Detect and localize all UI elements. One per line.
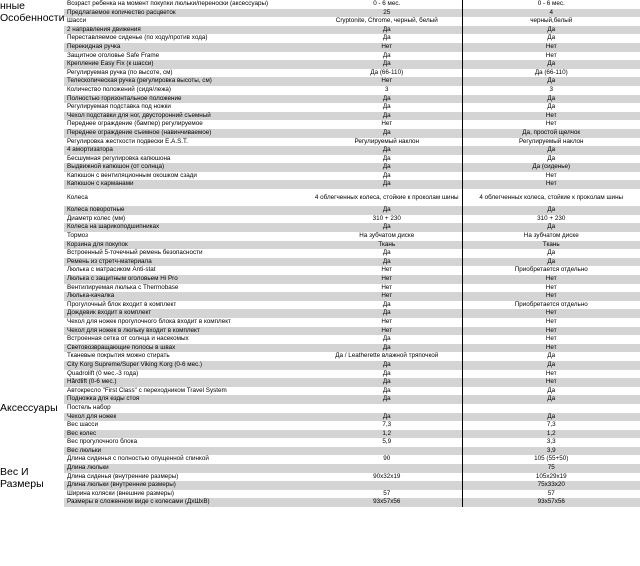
model-a-value-cell: Нет (312, 43, 462, 52)
table-row (64, 232, 640, 241)
feature-name-cell: Подножка для езды стоя (64, 395, 312, 404)
model-a-value-cell: Нет (381, 317, 393, 325)
model-b-value-cell: Нет (462, 344, 640, 353)
model-b-value-cell: 105х29х19 (462, 473, 640, 482)
table-row (64, 95, 640, 104)
model-a-value-cell: Нет (312, 327, 462, 336)
model-a-value-cell: Да (312, 180, 462, 189)
table-row (64, 473, 640, 482)
table-row (64, 26, 640, 35)
model-a-value-cell: 57 (383, 489, 391, 497)
feature-name-cell: Колеса поворотные (64, 206, 312, 215)
model-a-value-cell: Да (382, 369, 391, 377)
model-a-value-cell: Да (312, 112, 462, 121)
feature-name-cell: 4 амортизатора (64, 146, 312, 155)
table-row (64, 309, 640, 318)
model-a-value-cell: Регулируемый наклон (354, 137, 420, 145)
feature-name-cell: City Korg Supreme/Super Viking Korg (0-6 мес.) (64, 361, 312, 370)
feature-name-cell: Капюшон с вентиляционным окошком сзади (67, 171, 197, 179)
model-b-value-cell: Да (462, 258, 640, 267)
table-row (64, 146, 640, 155)
table-row (64, 481, 640, 490)
feature-name-cell: Тормоз (67, 232, 89, 240)
feature-name-cell: Дождевик входит в комплект (64, 309, 312, 318)
model-b-value-cell: 3,9 (462, 447, 640, 456)
model-a-value-cell: 90х32х19 (373, 472, 401, 480)
model-a-value-cell: Да (382, 154, 391, 162)
model-b-value-cell: Да (462, 60, 640, 69)
table-row (64, 206, 640, 215)
feature-name-cell: Полностью горизонтальное положение (64, 95, 312, 104)
feature-name-cell: Ремень из стретч-материала (64, 258, 312, 267)
model-a-value-cell: 3 (384, 85, 389, 93)
feature-name-cell: Световозвращающие полосы в швах (64, 344, 312, 353)
model-a-value-cell: Да (312, 129, 462, 138)
table-row (64, 103, 640, 112)
model-b-value-cell: 0 - 6 мес. (462, 0, 640, 9)
feature-name-cell: Защитное оголовье Safe Frame (67, 51, 160, 59)
table-row (64, 172, 640, 181)
section-labels (0, 0, 65, 566)
feature-name-cell: Hårdlift (0-6 мес.) (64, 378, 312, 387)
table-row (64, 284, 640, 293)
model-b-value-cell: 75х33х20 (462, 481, 640, 490)
model-b-value-cell: Приобретается отдельно (462, 266, 640, 275)
table-row (64, 266, 640, 275)
model-a-value-cell: Нет (381, 266, 393, 274)
spec-table-body (64, 0, 640, 507)
model-b-value-cell: Да (462, 146, 640, 155)
model-a-value-cell: Ткань (312, 241, 462, 250)
table-row (64, 223, 640, 232)
feature-name-cell: 2 направления движения (64, 26, 312, 35)
table-row (64, 490, 640, 499)
table-row (64, 129, 640, 138)
model-b-value-cell (462, 404, 640, 413)
feature-name-cell: Чехол для ножек в люльку входит в комплект (64, 327, 312, 336)
model-b-value-cell: 3 (462, 86, 640, 95)
table-row (64, 180, 640, 189)
model-b-value-cell: 310 + 230 (462, 215, 640, 224)
model-a-value-cell: 93х57х56 (312, 498, 462, 507)
model-a-value-cell: Да (382, 103, 391, 111)
model-b-value-cell: Приобретается отдельно (462, 301, 640, 310)
table-row (64, 344, 640, 353)
table-row (64, 258, 640, 267)
feature-name-cell: Переставляемое сиденье (по ходу/против хода) (67, 34, 208, 42)
model-a-value-cell: Нет (381, 120, 393, 128)
model-a-value-cell: Да (312, 258, 462, 267)
feature-name-cell: Шасси (67, 17, 87, 25)
table-row (64, 378, 640, 387)
model-a-value-cell: Нет (312, 77, 462, 86)
feature-name-cell: Возраст ребенка на момент покупки люльки/переноски (аксессуары) (67, 0, 269, 7)
feature-name-cell: Встроенная сетка от солнца и насекомых (67, 335, 189, 343)
section-accessories (0, 402, 62, 414)
model-b-value-cell: Да (462, 26, 640, 35)
model-b-value-cell: Нет (462, 52, 640, 61)
feature-name-cell: Длина сиденья (внутренние размеры) (67, 472, 179, 480)
feature-name-cell: Чехол для ножек прогулочного блока входит в комплект (67, 317, 231, 325)
model-a-value-cell: 310 + 230 (372, 214, 401, 222)
table-row (64, 163, 640, 172)
feature-name-cell: Тканевые покрытия можно стирать (67, 352, 170, 360)
model-a-value-cell: Да (312, 344, 462, 353)
feature-name-cell: Телескопическая ручка (регулировка высоты, см) (64, 77, 312, 86)
feature-name-cell: Длина люльки (внутренние размеры) (64, 481, 312, 490)
model-b-value-cell: Нет (462, 284, 640, 293)
model-a-value-cell: Нет (381, 283, 393, 291)
feature-name-cell: Вес колес (64, 430, 312, 439)
feature-name-cell: Бесшумная регулировка капюшона (67, 154, 171, 162)
feature-name-cell: Вес шасси (67, 421, 98, 429)
model-b-value-cell: Регулируемый наклон (462, 138, 640, 147)
feature-name-cell: Постель набор (67, 403, 111, 411)
feature-name-cell: Капюшон с карманами (64, 180, 312, 189)
model-a-value-cell: Да / Leatherette влажной тряпочкой (335, 352, 439, 360)
table-row (64, 327, 640, 336)
model-b-value-cell: Нет (462, 180, 640, 189)
model-a-value-cell: Cryptonite, Chrome, черный, белый (335, 17, 438, 25)
feature-name-cell: Диаметр колес (мм) (67, 214, 126, 222)
table-row (64, 189, 640, 206)
table-row (64, 395, 640, 404)
model-b-value-cell: Да, простой щелчок (462, 129, 640, 138)
feature-name-cell: Количество положений (сидя/лежа) (67, 85, 172, 93)
model-b-value-cell: Нет (462, 309, 640, 318)
model-b-value-cell: Да (462, 361, 640, 370)
feature-name-cell: Вентилируемая люлька с Thermobase (67, 283, 179, 291)
table-row (64, 421, 640, 430)
model-b-value-cell: Нет (462, 378, 640, 387)
table-row (64, 43, 640, 52)
model-a-value-cell: 0 - 6 мес. (373, 0, 401, 7)
feature-name-cell: Люлька с защитным оголовьем Hi Pro (64, 275, 312, 284)
table-row (64, 361, 640, 370)
feature-name-cell: Quadrolift (0 мес.-3 года) (67, 369, 139, 377)
model-b-value-cell: Нет (462, 172, 640, 181)
model-b-value-cell: Нет (462, 292, 640, 301)
feature-name-cell: Вес люльки (64, 447, 312, 456)
table-row (64, 318, 640, 327)
table-row (64, 370, 640, 379)
model-a-value-cell: Нет (312, 292, 462, 301)
feature-name-cell: Автокресло "First Class" с переходником Travel System (67, 386, 227, 394)
model-a-value-cell: 5,9 (382, 438, 392, 446)
model-a-value-cell (312, 404, 462, 413)
model-a-value-cell: Да (382, 335, 391, 343)
table-row (64, 69, 640, 78)
model-b-value-cell: Да (462, 155, 640, 164)
table-row (64, 9, 640, 18)
model-a-value-cell: Да (66-110) (370, 68, 404, 76)
model-b-value-cell: 1,2 (462, 430, 640, 439)
model-b-value-cell: 57 (462, 490, 640, 499)
feature-name-cell: Переднее ограждение (бампер) регулируемое (67, 120, 203, 128)
model-b-value-cell: Нет (462, 335, 640, 344)
model-b-value-cell: На зубчатом диске (462, 232, 640, 241)
feature-name-cell: Корзина для покупок (64, 241, 312, 250)
feature-name-cell: Встроенный 5-точечный ремень безопасности (67, 249, 203, 257)
model-b-value-cell: черный,белый (462, 17, 640, 26)
model-b-value-cell: 93х57х56 (462, 498, 640, 507)
feature-name-cell: Колеса на шарикоподшипниках (64, 223, 312, 232)
model-a-value-cell: 7,3 (382, 421, 392, 429)
model-b-value-cell: Да (462, 249, 640, 258)
model-a-value-cell: На зубчатом диске (359, 232, 415, 240)
model-a-value-cell: Да (312, 26, 462, 35)
feature-name-cell: Регулировка жесткости подвески E.A.S.T. (67, 137, 188, 145)
feature-name-cell: Чехол подставки для ног, двусторонний съемный (64, 112, 312, 121)
model-b-value-cell: Нет (462, 318, 640, 327)
table-row (64, 430, 640, 439)
table-row (64, 138, 640, 147)
model-b-value-cell: 105 (55+50) (462, 455, 640, 464)
model-b-value-cell: Да (сиденье) (462, 163, 640, 172)
model-b-value-cell: Да (462, 352, 640, 361)
model-b-value-cell: 3,3 (462, 438, 640, 447)
model-b-value-cell: Да (462, 103, 640, 112)
model-b-value-cell: Да (462, 395, 640, 404)
model-a-value-cell: Да (312, 413, 462, 422)
model-b-value-cell: Ткань (462, 241, 640, 250)
table-row (64, 60, 640, 69)
table-row (64, 438, 640, 447)
model-a-value-cell: Да (312, 309, 462, 318)
model-a-value-cell: 4 облегченных колеса, стойкие к проколам шины (314, 193, 459, 201)
model-a-value-cell: Да (382, 51, 391, 59)
model-a-value-cell (312, 464, 462, 473)
feature-name-cell: Выдвижной капюшон (от солнца) (64, 163, 312, 172)
table-row (64, 120, 640, 129)
model-b-value-cell: 4 (462, 9, 640, 18)
section-features-label: нные Особенности (0, 0, 65, 24)
table-row (64, 155, 640, 164)
model-b-value-cell: Нет (462, 327, 640, 336)
feature-name-cell: Люлька-качалка (64, 292, 312, 301)
feature-name-cell: Колеса (67, 193, 88, 201)
model-a-value-cell: Да (312, 223, 462, 232)
feature-name-cell: Ширина коляски (внешние размеры) (67, 489, 174, 497)
model-b-value-cell: Да (462, 387, 640, 396)
model-a-value-cell: Да (312, 206, 462, 215)
model-b-value-cell: Нет (462, 43, 640, 52)
table-row (64, 447, 640, 456)
feature-name-cell: Прогулочный блок входит в комплект (67, 300, 177, 308)
table-row (64, 292, 640, 301)
model-a-value-cell: Да (382, 386, 391, 394)
model-a-value-cell: Нет (312, 275, 462, 284)
feature-name-cell: Вес прогулочного блока (67, 438, 138, 446)
feature-name-cell: Размеры в сложенном виде с колесами (ДхШхВ) (64, 498, 312, 507)
model-a-value-cell: Да (312, 146, 462, 155)
table-row (64, 34, 640, 43)
model-b-value-cell: Нет (462, 370, 640, 379)
spec-table (64, 0, 640, 507)
table-row (64, 52, 640, 61)
table-row (64, 275, 640, 284)
feature-name-cell: Люлька с матрасиком Anti-stat (67, 266, 156, 274)
model-b-value-cell: Да (462, 206, 640, 215)
table-row (64, 413, 640, 422)
model-a-value-cell: Да (382, 249, 391, 257)
table-row (64, 335, 640, 344)
model-a-value-cell: Да (382, 300, 391, 308)
feature-name-cell: Регулируемая подставка под ножки (67, 103, 171, 111)
model-b-value-cell: Да (462, 223, 640, 232)
model-a-value-cell: 25 (312, 9, 462, 18)
table-row (64, 86, 640, 95)
feature-name-cell: Переднее ограждение съемное (навинчиваемое) (64, 129, 312, 138)
model-a-value-cell: 90 (383, 455, 391, 463)
section-weights (0, 466, 62, 490)
model-a-value-cell: Да (312, 378, 462, 387)
table-row (64, 455, 640, 464)
table-row (64, 301, 640, 310)
model-a-value-cell: Да (312, 163, 462, 172)
model-a-value-cell: 1,2 (312, 430, 462, 439)
table-row (64, 215, 640, 224)
model-b-value-cell: 75 (462, 464, 640, 473)
table-row (64, 77, 640, 86)
model-b-value-cell: Нет (462, 275, 640, 284)
section-accessories-label: Аксессуары (0, 402, 58, 414)
model-a-value-cell (312, 447, 462, 456)
feature-name-cell: Длина сиденья с полностью опущенной спинкой (67, 455, 209, 463)
model-a-value-cell: Да (312, 395, 462, 404)
model-b-value-cell: Да (66-110) (462, 69, 640, 78)
model-b-value-cell: Нет (462, 120, 640, 129)
table-row (64, 387, 640, 396)
section-weights-label: Вес И Размеры (0, 466, 44, 490)
feature-name-cell: Чехол для ножек (64, 413, 312, 422)
feature-name-cell: Перекидная ручка (64, 43, 312, 52)
feature-name-cell: Предлагаемое количество расцветок (64, 9, 312, 18)
table-row (64, 249, 640, 258)
model-b-value-cell: 7,3 (462, 421, 640, 430)
model-b-value-cell: Да (462, 95, 640, 104)
model-b-value-cell: Нет (462, 112, 640, 121)
feature-name-cell: Крепление Easy Fix (к шасси) (64, 60, 312, 69)
model-b-value-cell: Да (462, 34, 640, 43)
model-a-value-cell (312, 481, 462, 490)
model-a-value-cell: Да (312, 361, 462, 370)
model-a-value-cell: Да (382, 34, 391, 42)
table-row (64, 404, 640, 413)
feature-name-cell: Регулируемая ручка (по высоте, см) (67, 68, 173, 76)
model-b-value-cell: Да (462, 77, 640, 86)
model-a-value-cell: Да (312, 95, 462, 104)
table-row (64, 464, 640, 473)
table-row (64, 241, 640, 250)
model-a-value-cell: Да (312, 60, 462, 69)
table-row (64, 0, 640, 9)
model-b-value-cell: Да (462, 413, 640, 422)
model-b-value-cell: 4 облегченных колеса, стойкие к проколам шины (462, 189, 640, 206)
table-row (64, 17, 640, 26)
section-features (0, 0, 65, 24)
model-a-value-cell: Да (382, 171, 391, 179)
feature-name-cell: Длина люльки (64, 464, 312, 473)
table-row (64, 498, 640, 507)
table-row (64, 112, 640, 121)
table-row (64, 352, 640, 361)
